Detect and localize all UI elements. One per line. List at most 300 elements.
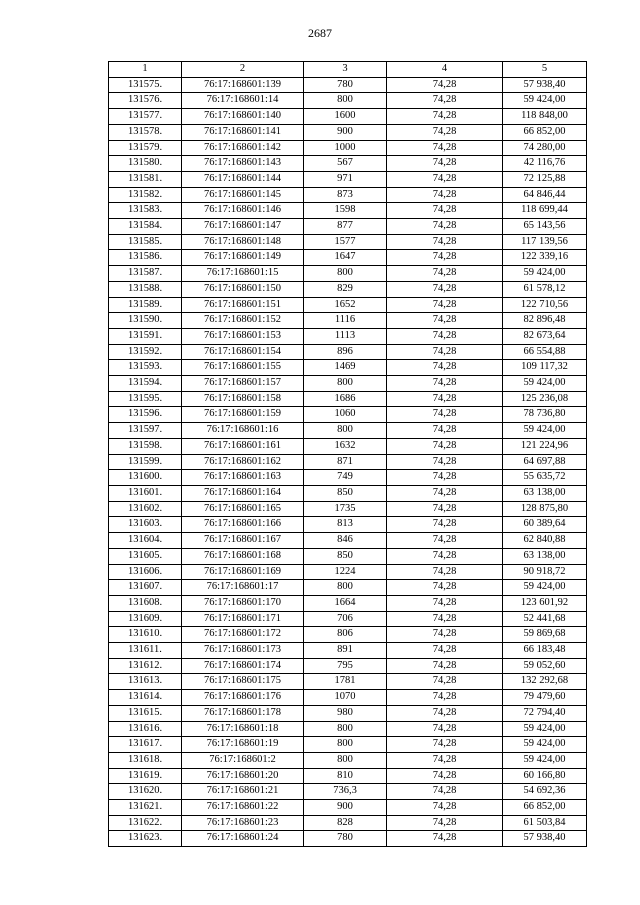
amount-cell: 55 635,72 — [503, 470, 587, 486]
table-row — [109, 344, 587, 360]
cadastral-number-cell: 76:17:168601:148 — [182, 234, 304, 250]
record-number-cell: 131584. — [109, 219, 182, 235]
cadastral-number-cell: 76:17:168601:145 — [182, 187, 304, 203]
amount-cell: 52 441,68 — [503, 611, 587, 627]
table-row — [109, 281, 587, 297]
record-number-cell: 131599. — [109, 454, 182, 470]
table-row — [109, 93, 587, 109]
table-row — [109, 595, 587, 611]
rate-cell: 74,28 — [387, 423, 503, 439]
record-number-cell: 131620. — [109, 784, 182, 800]
area-cell: 749 — [304, 470, 387, 486]
cadastral-number-cell: 76:17:168601:174 — [182, 658, 304, 674]
table-row — [109, 485, 587, 501]
area-cell: 980 — [304, 705, 387, 721]
area-cell: 736,3 — [304, 784, 387, 800]
amount-cell: 118 848,00 — [503, 109, 587, 125]
amount-cell: 66 852,00 — [503, 800, 587, 816]
table-row — [109, 580, 587, 596]
rate-cell: 74,28 — [387, 187, 503, 203]
area-cell: 1116 — [304, 313, 387, 329]
table-row — [109, 501, 587, 517]
area-cell: 971 — [304, 171, 387, 187]
amount-cell: 42 116,76 — [503, 156, 587, 172]
cadastral-number-cell: 76:17:168601:176 — [182, 690, 304, 706]
cadastral-number-cell: 76:17:168601:163 — [182, 470, 304, 486]
area-cell: 1664 — [304, 595, 387, 611]
area-cell: 800 — [304, 580, 387, 596]
amount-cell: 125 236,08 — [503, 391, 587, 407]
cadastral-number-cell: 76:17:168601:157 — [182, 376, 304, 392]
cadastral-number-cell: 76:17:168601:24 — [182, 831, 304, 847]
table-row — [109, 643, 587, 659]
cadastral-number-cell: 76:17:168601:154 — [182, 344, 304, 360]
rate-cell: 74,28 — [387, 313, 503, 329]
record-number-cell: 131592. — [109, 344, 182, 360]
rate-cell: 74,28 — [387, 360, 503, 376]
area-cell: 813 — [304, 517, 387, 533]
cadastral-number-cell: 76:17:168601:147 — [182, 219, 304, 235]
amount-cell: 61 503,84 — [503, 815, 587, 831]
rate-cell: 74,28 — [387, 93, 503, 109]
area-cell: 800 — [304, 423, 387, 439]
amount-cell: 121 224,96 — [503, 438, 587, 454]
table-row — [109, 705, 587, 721]
area-cell: 810 — [304, 768, 387, 784]
rate-cell: 74,28 — [387, 297, 503, 313]
record-number-cell: 131582. — [109, 187, 182, 203]
amount-cell: 61 578,12 — [503, 281, 587, 297]
rate-cell: 74,28 — [387, 156, 503, 172]
area-cell: 846 — [304, 533, 387, 549]
cadastral-number-cell: 76:17:168601:168 — [182, 548, 304, 564]
rate-cell: 74,28 — [387, 470, 503, 486]
table-row — [109, 376, 587, 392]
record-number-cell: 131596. — [109, 407, 182, 423]
area-cell: 1647 — [304, 250, 387, 266]
cadastral-number-cell: 76:17:168601:161 — [182, 438, 304, 454]
amount-cell: 65 143,56 — [503, 219, 587, 235]
record-number-cell: 131612. — [109, 658, 182, 674]
rate-cell: 74,28 — [387, 124, 503, 140]
record-number-cell: 131591. — [109, 328, 182, 344]
amount-cell: 64 846,44 — [503, 187, 587, 203]
area-cell: 1469 — [304, 360, 387, 376]
amount-cell: 117 139,56 — [503, 234, 587, 250]
table-row — [109, 250, 587, 266]
amount-cell: 118 699,44 — [503, 203, 587, 219]
rate-cell: 74,28 — [387, 391, 503, 407]
record-number-cell: 131602. — [109, 501, 182, 517]
amount-cell: 59 424,00 — [503, 376, 587, 392]
record-number-cell: 131583. — [109, 203, 182, 219]
amount-cell: 60 166,80 — [503, 768, 587, 784]
amount-cell: 63 138,00 — [503, 548, 587, 564]
amount-cell: 59 424,00 — [503, 266, 587, 282]
cadastral-number-cell: 76:17:168601:162 — [182, 454, 304, 470]
table-row — [109, 156, 587, 172]
area-cell: 1632 — [304, 438, 387, 454]
cadastral-number-cell: 76:17:168601:23 — [182, 815, 304, 831]
table-row — [109, 407, 587, 423]
record-number-cell: 131576. — [109, 93, 182, 109]
cadastral-number-cell: 76:17:168601:17 — [182, 580, 304, 596]
record-number-cell: 131610. — [109, 627, 182, 643]
record-number-cell: 131579. — [109, 140, 182, 156]
area-cell: 896 — [304, 344, 387, 360]
rate-cell: 74,28 — [387, 250, 503, 266]
table-row — [109, 297, 587, 313]
page-number: 2687 — [308, 26, 332, 40]
rate-cell: 74,28 — [387, 800, 503, 816]
record-number-cell: 131617. — [109, 737, 182, 753]
cadastral-number-cell: 76:17:168601:172 — [182, 627, 304, 643]
record-number-cell: 131606. — [109, 564, 182, 580]
table-row — [109, 438, 587, 454]
cadastral-number-cell: 76:17:168601:146 — [182, 203, 304, 219]
table-row — [109, 752, 587, 768]
record-number-cell: 131623. — [109, 831, 182, 847]
cadastral-number-cell: 76:17:168601:150 — [182, 281, 304, 297]
record-number-cell: 131614. — [109, 690, 182, 706]
area-cell: 828 — [304, 815, 387, 831]
cadastral-number-cell: 76:17:168601:18 — [182, 721, 304, 737]
amount-cell: 59 424,00 — [503, 580, 587, 596]
amount-cell: 122 339,16 — [503, 250, 587, 266]
cadastral-number-cell: 76:17:168601:158 — [182, 391, 304, 407]
table-row — [109, 784, 587, 800]
table-row — [109, 658, 587, 674]
area-cell: 1070 — [304, 690, 387, 706]
rate-cell: 74,28 — [387, 219, 503, 235]
area-cell: 850 — [304, 548, 387, 564]
rate-cell: 74,28 — [387, 281, 503, 297]
table-row — [109, 611, 587, 627]
area-cell: 1598 — [304, 203, 387, 219]
table-row — [109, 548, 587, 564]
area-cell: 873 — [304, 187, 387, 203]
table-row — [109, 800, 587, 816]
cadastral-number-cell: 76:17:168601:139 — [182, 77, 304, 93]
amount-cell: 63 138,00 — [503, 485, 587, 501]
record-number-cell: 131603. — [109, 517, 182, 533]
rate-cell: 74,28 — [387, 376, 503, 392]
cadastral-number-cell: 76:17:168601:175 — [182, 674, 304, 690]
record-number-cell: 131581. — [109, 171, 182, 187]
record-number-cell: 131598. — [109, 438, 182, 454]
amount-cell: 59 424,00 — [503, 737, 587, 753]
cadastral-number-cell: 76:17:168601:144 — [182, 171, 304, 187]
area-cell: 850 — [304, 485, 387, 501]
rate-cell: 74,28 — [387, 454, 503, 470]
record-number-cell: 131587. — [109, 266, 182, 282]
table-row — [109, 768, 587, 784]
record-number-cell: 131580. — [109, 156, 182, 172]
record-number-cell: 131586. — [109, 250, 182, 266]
table-row — [109, 454, 587, 470]
area-cell: 800 — [304, 752, 387, 768]
amount-cell: 59 424,00 — [503, 423, 587, 439]
cadastral-number-cell: 76:17:168601:169 — [182, 564, 304, 580]
table-row — [109, 328, 587, 344]
rate-cell: 74,28 — [387, 548, 503, 564]
record-number-cell: 131595. — [109, 391, 182, 407]
rate-cell: 74,28 — [387, 674, 503, 690]
cadastral-number-cell: 76:17:168601:152 — [182, 313, 304, 329]
table-row — [109, 187, 587, 203]
table-row — [109, 203, 587, 219]
amount-cell: 74 280,00 — [503, 140, 587, 156]
cadastral-number-cell: 76:17:168601:171 — [182, 611, 304, 627]
rate-cell: 74,28 — [387, 752, 503, 768]
cadastral-number-cell: 76:17:168601:166 — [182, 517, 304, 533]
record-number-cell: 131600. — [109, 470, 182, 486]
record-number-cell: 131590. — [109, 313, 182, 329]
cadastral-number-cell: 76:17:168601:153 — [182, 328, 304, 344]
area-cell: 706 — [304, 611, 387, 627]
rate-cell: 74,28 — [387, 266, 503, 282]
table-row — [109, 391, 587, 407]
record-number-cell: 131605. — [109, 548, 182, 564]
table-row — [109, 690, 587, 706]
amount-cell: 66 183,48 — [503, 643, 587, 659]
area-cell: 800 — [304, 737, 387, 753]
record-number-cell: 131613. — [109, 674, 182, 690]
column-header-1: 1 — [109, 62, 182, 78]
table-row — [109, 517, 587, 533]
area-cell: 829 — [304, 281, 387, 297]
area-cell: 1781 — [304, 674, 387, 690]
cadastral-number-cell: 76:17:168601:21 — [182, 784, 304, 800]
record-number-cell: 131615. — [109, 705, 182, 721]
table-row — [109, 109, 587, 125]
amount-cell: 128 875,80 — [503, 501, 587, 517]
area-cell: 1060 — [304, 407, 387, 423]
area-cell: 795 — [304, 658, 387, 674]
cadastral-number-cell: 76:17:168601:15 — [182, 266, 304, 282]
rate-cell: 74,28 — [387, 501, 503, 517]
cadastral-number-cell: 76:17:168601:178 — [182, 705, 304, 721]
data-table — [108, 61, 587, 847]
amount-cell: 72 794,40 — [503, 705, 587, 721]
record-number-cell: 131601. — [109, 485, 182, 501]
table-row — [109, 360, 587, 376]
rate-cell: 74,28 — [387, 564, 503, 580]
cadastral-number-cell: 76:17:168601:20 — [182, 768, 304, 784]
rate-cell: 74,28 — [387, 705, 503, 721]
area-cell: 1600 — [304, 109, 387, 125]
rate-cell: 74,28 — [387, 690, 503, 706]
record-number-cell: 131616. — [109, 721, 182, 737]
record-number-cell: 131609. — [109, 611, 182, 627]
record-number-cell: 131621. — [109, 800, 182, 816]
record-number-cell: 131611. — [109, 643, 182, 659]
table-row — [109, 674, 587, 690]
table-row — [109, 470, 587, 486]
table-row — [109, 721, 587, 737]
table-row — [109, 423, 587, 439]
cadastral-number-cell: 76:17:168601:142 — [182, 140, 304, 156]
table-row — [109, 171, 587, 187]
amount-cell: 82 673,64 — [503, 328, 587, 344]
amount-cell: 122 710,56 — [503, 297, 587, 313]
area-cell: 800 — [304, 376, 387, 392]
rate-cell: 74,28 — [387, 737, 503, 753]
record-number-cell: 131618. — [109, 752, 182, 768]
area-cell: 1224 — [304, 564, 387, 580]
amount-cell: 54 692,36 — [503, 784, 587, 800]
area-cell: 1652 — [304, 297, 387, 313]
amount-cell: 64 697,88 — [503, 454, 587, 470]
table-header — [109, 62, 587, 78]
rate-cell: 74,28 — [387, 643, 503, 659]
area-cell: 806 — [304, 627, 387, 643]
rate-cell: 74,28 — [387, 344, 503, 360]
rate-cell: 74,28 — [387, 768, 503, 784]
table-row — [109, 219, 587, 235]
column-header-2: 2 — [182, 62, 304, 78]
rate-cell: 74,28 — [387, 77, 503, 93]
area-cell: 800 — [304, 266, 387, 282]
amount-cell: 82 896,48 — [503, 313, 587, 329]
record-number-cell: 131575. — [109, 77, 182, 93]
area-cell: 780 — [304, 831, 387, 847]
table-row — [109, 266, 587, 282]
rate-cell: 74,28 — [387, 517, 503, 533]
cadastral-number-cell: 76:17:168601:16 — [182, 423, 304, 439]
rate-cell: 74,28 — [387, 438, 503, 454]
rate-cell: 74,28 — [387, 658, 503, 674]
amount-cell: 59 052,60 — [503, 658, 587, 674]
amount-cell: 59 424,00 — [503, 721, 587, 737]
rate-cell: 74,28 — [387, 784, 503, 800]
amount-cell: 57 938,40 — [503, 77, 587, 93]
table-row — [109, 831, 587, 847]
amount-cell: 59 869,68 — [503, 627, 587, 643]
cadastral-number-cell: 76:17:168601:2 — [182, 752, 304, 768]
table-body — [109, 77, 587, 846]
cadastral-number-cell: 76:17:168601:167 — [182, 533, 304, 549]
area-cell: 800 — [304, 93, 387, 109]
table-row — [109, 564, 587, 580]
record-number-cell: 131619. — [109, 768, 182, 784]
header-row — [109, 62, 587, 78]
record-number-cell: 131597. — [109, 423, 182, 439]
cadastral-number-cell: 76:17:168601:165 — [182, 501, 304, 517]
amount-cell: 59 424,00 — [503, 752, 587, 768]
rate-cell: 74,28 — [387, 203, 503, 219]
table-row — [109, 533, 587, 549]
record-number-cell: 131577. — [109, 109, 182, 125]
area-cell: 1686 — [304, 391, 387, 407]
record-number-cell: 131607. — [109, 580, 182, 596]
amount-cell: 79 479,60 — [503, 690, 587, 706]
cadastral-number-cell: 76:17:168601:14 — [182, 93, 304, 109]
column-header-3: 3 — [304, 62, 387, 78]
amount-cell: 62 840,88 — [503, 533, 587, 549]
table-row — [109, 77, 587, 93]
rate-cell: 74,28 — [387, 721, 503, 737]
cadastral-number-cell: 76:17:168601:141 — [182, 124, 304, 140]
column-header-5: 5 — [503, 62, 587, 78]
area-cell: 891 — [304, 643, 387, 659]
record-number-cell: 131594. — [109, 376, 182, 392]
record-number-cell: 131622. — [109, 815, 182, 831]
record-number-cell: 131589. — [109, 297, 182, 313]
area-cell: 900 — [304, 124, 387, 140]
rate-cell: 74,28 — [387, 533, 503, 549]
record-number-cell: 131585. — [109, 234, 182, 250]
cadastral-number-cell: 76:17:168601:151 — [182, 297, 304, 313]
area-cell: 567 — [304, 156, 387, 172]
rate-cell: 74,28 — [387, 109, 503, 125]
cadastral-number-cell: 76:17:168601:164 — [182, 485, 304, 501]
cadastral-number-cell: 76:17:168601:159 — [182, 407, 304, 423]
amount-cell: 66 852,00 — [503, 124, 587, 140]
cadastral-number-cell: 76:17:168601:22 — [182, 800, 304, 816]
amount-cell: 78 736,80 — [503, 407, 587, 423]
amount-cell: 57 938,40 — [503, 831, 587, 847]
area-cell: 871 — [304, 454, 387, 470]
area-cell: 900 — [304, 800, 387, 816]
table-row — [109, 313, 587, 329]
area-cell: 780 — [304, 77, 387, 93]
record-number-cell: 131588. — [109, 281, 182, 297]
cadastral-number-cell: 76:17:168601:173 — [182, 643, 304, 659]
area-cell: 1000 — [304, 140, 387, 156]
amount-cell: 59 424,00 — [503, 93, 587, 109]
rate-cell: 74,28 — [387, 407, 503, 423]
amount-cell: 123 601,92 — [503, 595, 587, 611]
area-cell: 877 — [304, 219, 387, 235]
table-row — [109, 627, 587, 643]
rate-cell: 74,28 — [387, 485, 503, 501]
rate-cell: 74,28 — [387, 580, 503, 596]
table-row — [109, 140, 587, 156]
record-number-cell: 131608. — [109, 595, 182, 611]
amount-cell: 109 117,32 — [503, 360, 587, 376]
amount-cell: 66 554,88 — [503, 344, 587, 360]
rate-cell: 74,28 — [387, 627, 503, 643]
amount-cell: 90 918,72 — [503, 564, 587, 580]
record-number-cell: 131578. — [109, 124, 182, 140]
area-cell: 1735 — [304, 501, 387, 517]
cadastral-number-cell: 76:17:168601:19 — [182, 737, 304, 753]
amount-cell: 72 125,88 — [503, 171, 587, 187]
area-cell: 1577 — [304, 234, 387, 250]
cadastral-number-cell: 76:17:168601:155 — [182, 360, 304, 376]
cadastral-number-cell: 76:17:168601:170 — [182, 595, 304, 611]
amount-cell: 60 389,64 — [503, 517, 587, 533]
record-number-cell: 131593. — [109, 360, 182, 376]
cadastral-number-cell: 76:17:168601:149 — [182, 250, 304, 266]
area-cell: 800 — [304, 721, 387, 737]
rate-cell: 74,28 — [387, 140, 503, 156]
cadastral-number-cell: 76:17:168601:140 — [182, 109, 304, 125]
amount-cell: 132 292,68 — [503, 674, 587, 690]
table-row — [109, 124, 587, 140]
rate-cell: 74,28 — [387, 815, 503, 831]
table-row — [109, 737, 587, 753]
rate-cell: 74,28 — [387, 328, 503, 344]
record-number-cell: 131604. — [109, 533, 182, 549]
rate-cell: 74,28 — [387, 171, 503, 187]
cadastral-number-cell: 76:17:168601:143 — [182, 156, 304, 172]
table-row — [109, 234, 587, 250]
rate-cell: 74,28 — [387, 611, 503, 627]
rate-cell: 74,28 — [387, 595, 503, 611]
rate-cell: 74,28 — [387, 234, 503, 250]
